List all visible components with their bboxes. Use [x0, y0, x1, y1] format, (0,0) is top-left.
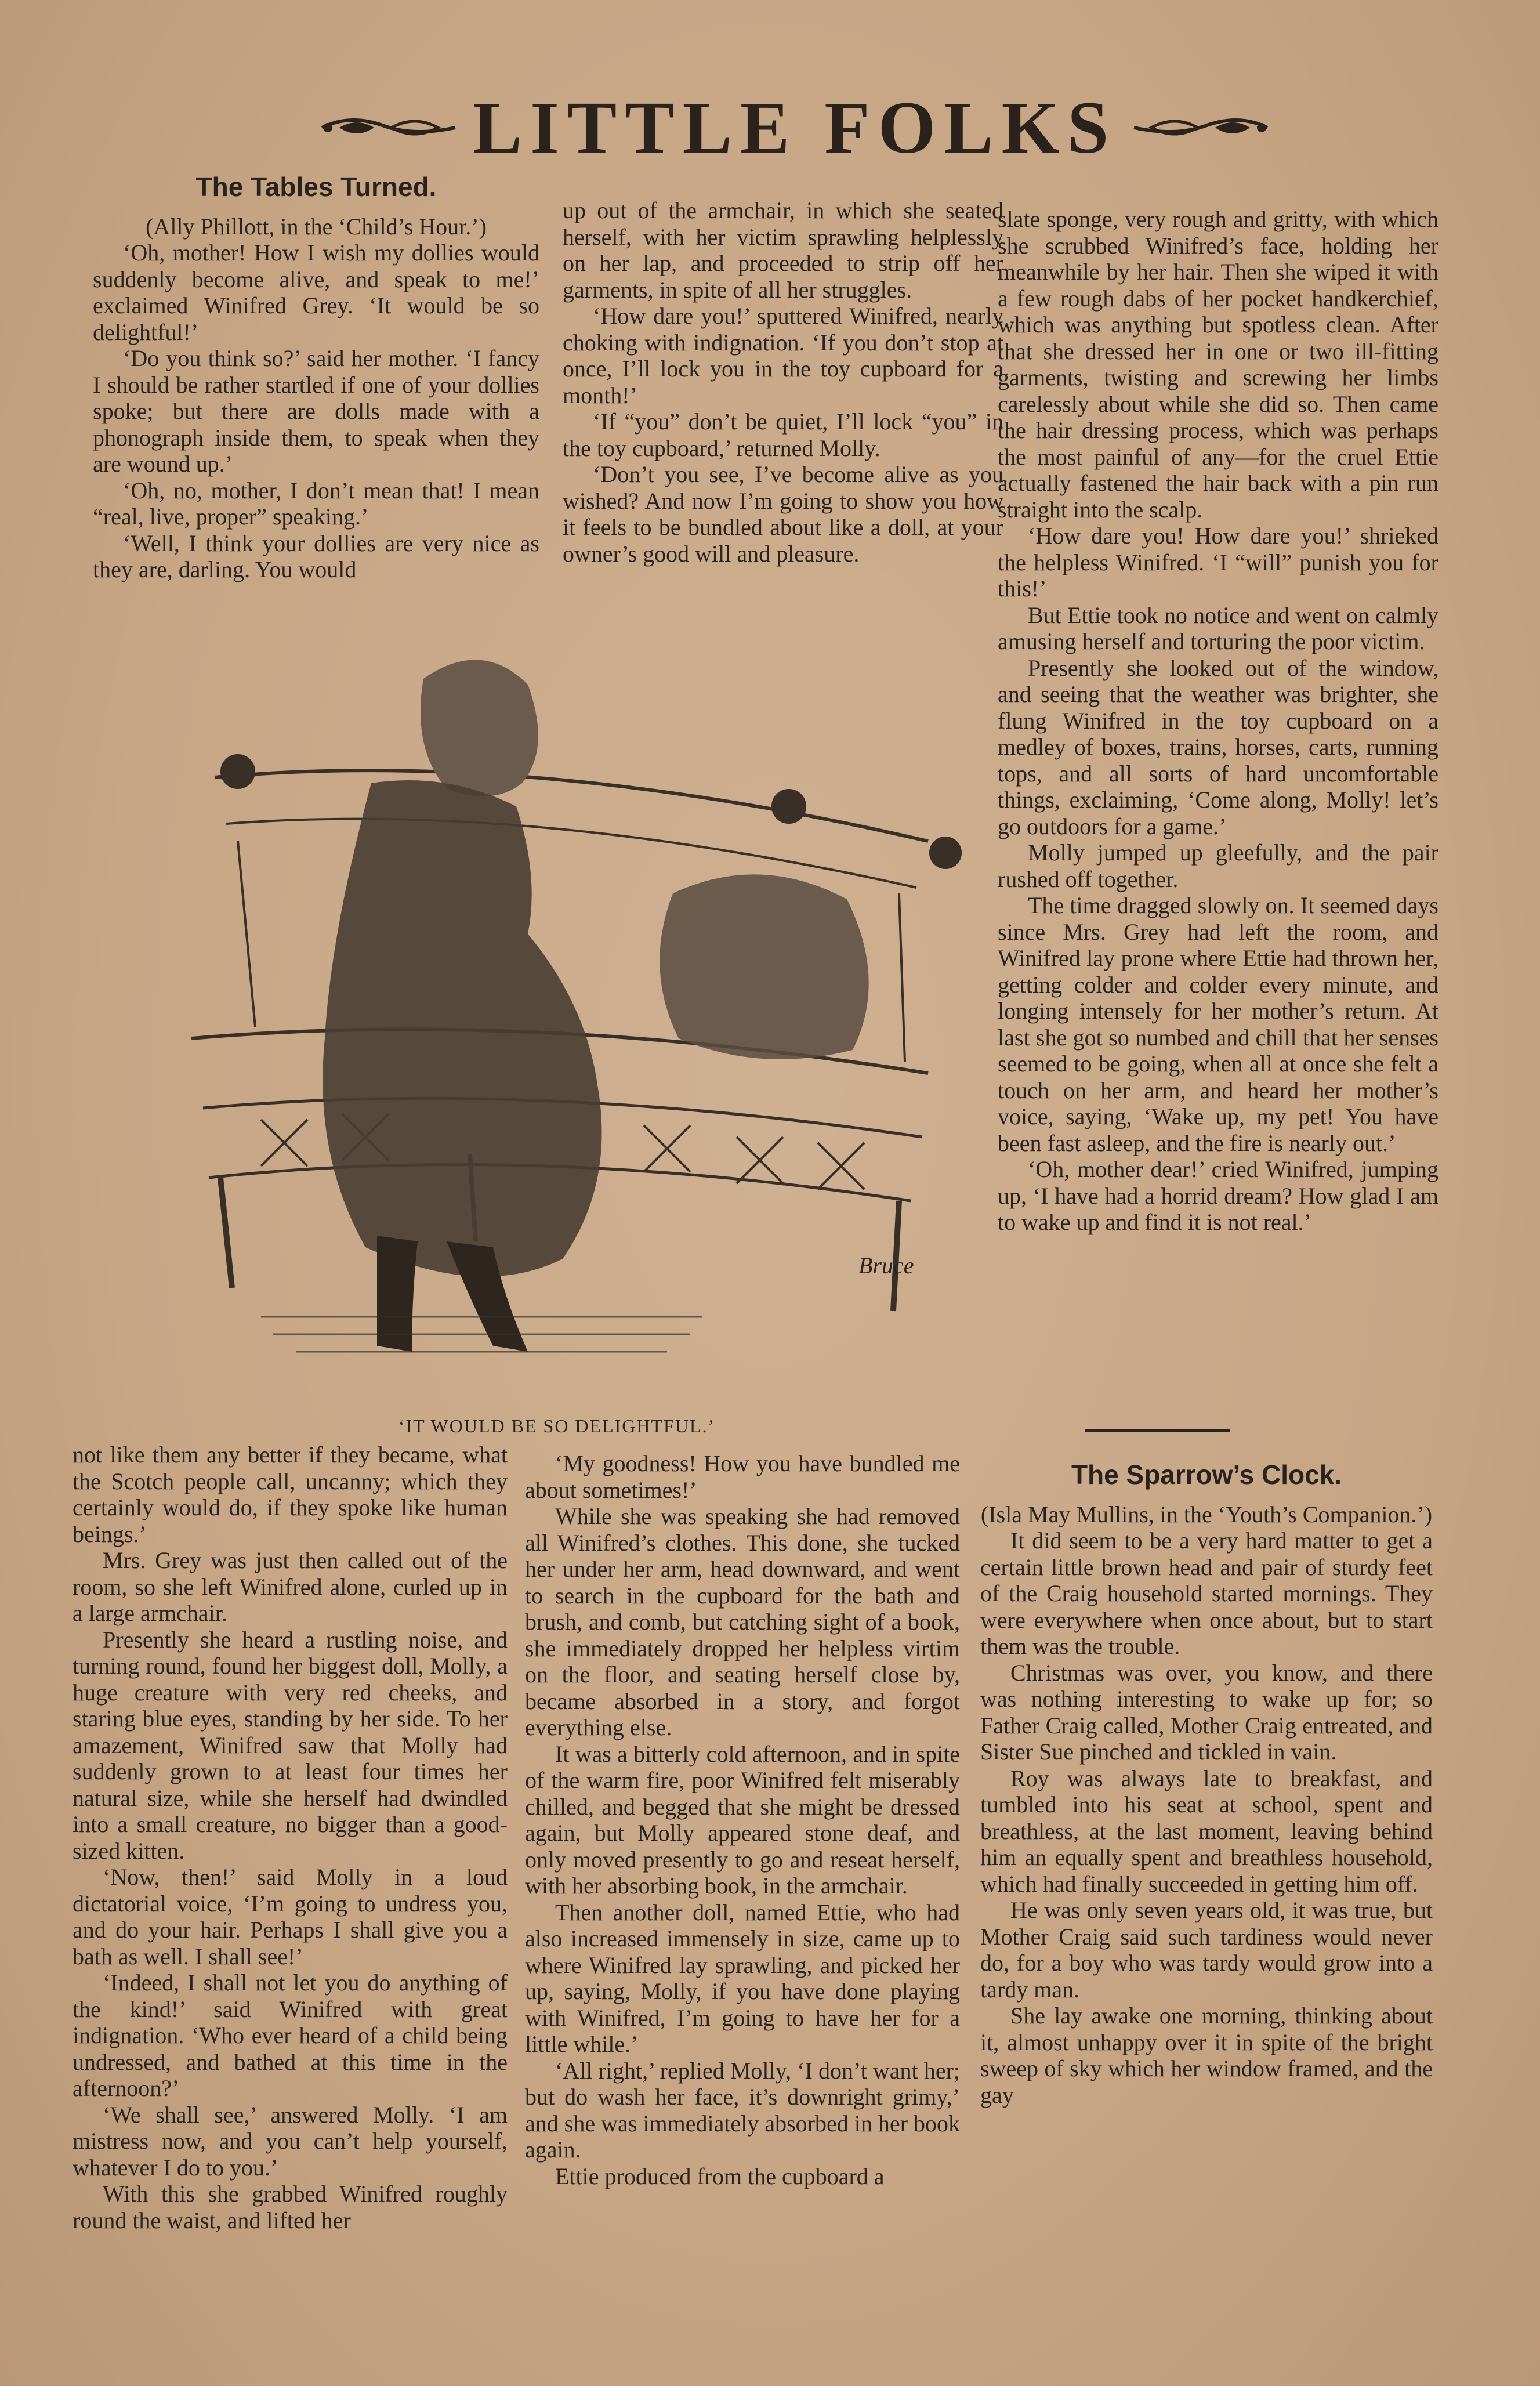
paragraph: ‘Indeed, I shall not let you do anything of the kind!’ said Winifred with great indignation. ‘Who ever heard of a child being undressed, and bathed at this time in the afternoon?’ — [73, 1969, 508, 2101]
paragraph: He was only seven years old, it was true, but Mother Craig said such tardiness would never do, for a boy who was tardy would grow into a tardy man. — [980, 1897, 1433, 2003]
column-1-bottom — [73, 1442, 508, 2233]
left-ornament-icon — [316, 110, 461, 145]
paragraph: ‘My goodness! How you have bundled me about sometimes!’ — [525, 1450, 960, 1503]
masthead — [302, 81, 1288, 174]
column-3-bottom — [980, 1462, 1433, 2108]
paragraph: ‘All right,’ replied Molly, ‘I don’t want her; but do wash her face, it’s downright grimy,’ and she was immediately absorbed in her book again. — [525, 2057, 960, 2163]
paragraph: up out of the armchair, in which she seated herself, with her victim sprawling helplessly on her lap, and proceeded to strip off her garments, in spite of all her struggles. — [563, 197, 1003, 303]
right-ornament-icon — [1128, 110, 1273, 145]
paragraph: Roy was always late to breakfast, and tumbled into his seat at school, spent and breathless, at the last moment, leaving behind him an equally spent and breathless household, which had finally succeeded in getting him off. — [980, 1765, 1433, 1897]
paragraph: Mrs. Grey was just then called out of the room, so she left Winifred alone, curled up in a large armchair. — [73, 1547, 508, 1626]
paragraph: ‘Well, I think your dollies are very nice as they are, darling. You would — [93, 530, 539, 582]
paragraph: Ettie produced from the cupboard a — [555, 2163, 885, 2189]
column-2-bottom — [525, 1450, 960, 2189]
paragraph: ‘We shall see,’ answered Molly. ‘I am mistress now, and you can’t help yourself, whatever I do to you.’ — [73, 2101, 508, 2181]
paragraph: not like them any better if they became, what the Scotch people call, uncanny; which they certainly would do, if they spoke like human beings.’ — [73, 1442, 508, 1547]
paragraph: With this she grabbed Winifred roughly round the waist, and lifted her — [73, 2181, 508, 2233]
paragraph: Molly jumped up gleefully, and the pair rushed off together. — [998, 839, 1438, 892]
paragraph: ‘How dare you! How dare you!’ shrieked the helpless Winifred. ‘I “will” punish you for this!’ — [998, 523, 1438, 602]
illustration-caption: ‘IT WOULD BE SO DELIGHTFUL.’ — [398, 1415, 716, 1436]
section-divider — [1085, 1429, 1230, 1432]
paragraph: While she was speaking she had removed all Winifred’s clothes. This done, she tucked her under her arm, head downward, and went to search in the cupboard for the bath and brush, and comb, but catching sight of a book, she immediately dropped her helpless virtim on the floor, and seating herself close by, became absorbed in a story, and forgot everything else. — [525, 1503, 960, 1740]
paragraph: But Ettie took no notice and went on calmly amusing herself and torturing the poor victim. — [998, 602, 1438, 654]
illustration-girl-on-settee — [122, 632, 963, 1404]
story-title: The Sparrow’s Clock. — [1071, 1460, 1342, 1490]
paragraph: Presently she heard a rustling noise, and turning round, found her biggest doll, Molly, a huge creature with very red cheeks, and staring blue eyes, standing by her side. To her amazement, Winifred saw that Molly had suddenly grown to at least four times her natural size, while she herself had dwindled into a small creature, no bigger than a good-sized kitten. — [73, 1626, 508, 1864]
column-2-top — [563, 197, 1003, 567]
paragraph: Then another doll, named Ettie, who had also increased immensely in size, came up to where Winifred lay sprawling, and picked her up, saying, Molly, if you have done playing with Winifred, I’m going to have her for a little while.’ — [525, 1899, 960, 2057]
masthead-title: LITTLE FOLKS — [472, 86, 1117, 169]
paragraph: ‘Don’t you see, I’ve become alive as you wished? And now I’m going to show you how it feels to be bundled about like a doll, at your owner’s good will and pleasure. — [563, 461, 1003, 567]
paragraph: Presently she looked out of the window, and seeing that the weather was brighter, she flung Winifred in the toy cupboard on a medley of boxes, trains, horses, carts, running tops, and all sorts of hard uncomfortable things, exclaiming, ‘Come along, Molly! let’s go outdoors for a game.’ — [998, 654, 1438, 839]
story-byline: (Isla May Mullins, in the ‘Youth’s Companion.’) — [980, 1501, 1433, 1527]
paragraph: ‘Now, then!’ said Molly in a loud dictatorial voice, ‘I’m going to undress you, and do your hair. Perhaps I shall give you a bath as well. I shall see!’ — [73, 1864, 508, 1969]
paragraph: ‘Oh, mother! How I wish my dollies would suddenly become alive, and speak to me!’ exclaimed Winifred Grey. ‘It would be so delightful!’ — [93, 240, 539, 345]
paragraph: It did seem to be a very hard matter to get a certain little brown head and pair of sturdy feet of the Craig household started mornings. They were everywhere when once about, but to start them was the trouble. — [980, 1527, 1433, 1659]
paragraph: The time dragged slowly on. It seemed days since Mrs. Grey had left the room, and Winifred lay prone where Ettie had thrown her, getting colder and colder every minute, and longing intensely for her mother’s return. At last she got so numbed and chill that her senses seemed to be going, when all at once she felt a touch on her arm, and heard her mother’s voice, saying, ‘Wake up, my pet! You have been fast asleep, and the fire is nearly out.’ — [998, 892, 1438, 1156]
illustration-signature: Bruce — [858, 1252, 914, 1279]
paragraph: She lay awake one morning, thinking about it, almost unhappy over it in spite of the bright sweep of sky which her window framed, and the gay — [980, 2003, 1433, 2108]
paragraph: Christmas was over, you know, and there was nothing interesting to wake up for; so Father Craig called, Mother Craig entreated, and Sister Sue pinched and tickled in vain. — [980, 1659, 1433, 1765]
paragraph: ‘How dare you!’ sputtered Winifred, nearly choking with indignation. ‘If you don’t stop at once, I’ll lock you in the toy cupboard for a month!’ — [563, 303, 1003, 408]
story-byline: (Ally Phillott, in the ‘Child’s Hour.’) — [146, 213, 487, 240]
paragraph: slate sponge, very rough and gritty, with which she scrubbed Winifred’s face, holding her meanwhile by her hair. Then she wiped it with a few rough dabs of her pocket handkerchief, which was anything but spotless clean. After that she dressed her in one or two ill-fitting garments, twisting and screwing her limbs carelessly about while she did so. Then came the hair dressing process, which was perhaps the most painful of any—for the cruel Ettie actually fastened the hair back with a pin run straight into the scalp. — [998, 206, 1438, 523]
paragraph: ‘If “you” don’t be quiet, I’ll lock “you” in the toy cupboard,’ returned Molly. — [563, 408, 1003, 461]
column-1-top — [93, 174, 539, 583]
paragraph: ‘Oh, mother dear!’ cried Winifred, jumping up, ‘I have had a horrid dream? How glad I am to wake up and find it is not real.’ — [998, 1156, 1438, 1235]
paragraph: It was a bitterly cold afternoon, and in spite of the warm fire, poor Winifred felt miserably chilled, and begged that she might be dressed again, but Molly appeared stone deaf, and only moved presently to go and reseat herself, with her absorbing book, in the armchair. — [525, 1740, 960, 1899]
story-title: The Tables Turned. — [195, 172, 437, 202]
column-3 — [998, 206, 1438, 1236]
paragraph: ‘Do you think so?’ said her mother. ‘I fancy I should be rather startled if one of your dollies spoke; but there are dolls made with a phonograph inside them, to speak when they are wound up.’ — [93, 345, 539, 477]
paragraph: ‘Oh, no, mother, I don’t mean that! I mean “real, live, proper” speaking.’ — [93, 477, 539, 530]
